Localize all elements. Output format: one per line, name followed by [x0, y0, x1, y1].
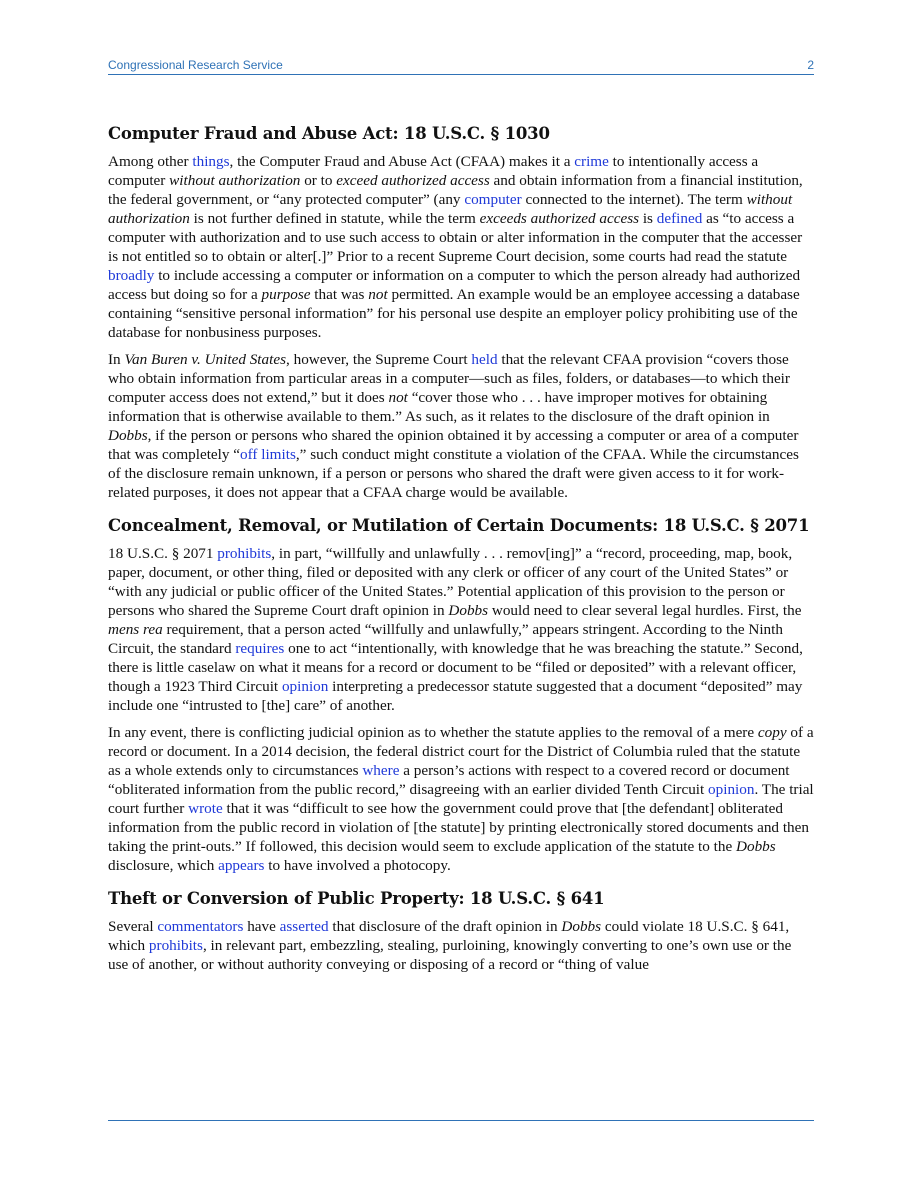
hyperlink[interactable]: appears: [218, 857, 265, 874]
paragraph: [108, 723, 814, 875]
hyperlink[interactable]: prohibits: [217, 545, 272, 562]
hyperlink[interactable]: opinion: [281, 678, 329, 695]
hyperlink[interactable]: computer: [464, 191, 522, 208]
text-run: to intentionally access a computer: [108, 153, 759, 189]
italic-text: not: [368, 286, 388, 303]
italic-text: not: [388, 389, 408, 406]
paragraph: [108, 917, 814, 974]
italic-text: without authorization: [169, 172, 301, 189]
hyperlink[interactable]: prohibits: [148, 937, 203, 954]
text-run: one to act “intentionally, with knowledge that he was breaching the statute.” Second, there is little caselaw on what it means for a record or document to be “filed or deposited” with a relevant officer, though a 1923 Third Circuit: [108, 640, 803, 695]
paragraph: [108, 544, 814, 715]
text-run: interpreting a predecessor statute suggested that a document “deposited” may include one “intrusted to [the] care” of another.: [108, 678, 803, 714]
text-run: In: [108, 351, 125, 368]
italic-text: without authorization: [108, 191, 793, 227]
text-run: and obtain information from a financial institution, the federal government, or “any protected computer” (any: [108, 172, 803, 208]
text-run: that disclosure of the draft opinion in: [328, 918, 562, 935]
text-run: would need to clear several legal hurdles. First, the: [488, 602, 802, 619]
text-run: . The trial court further: [108, 781, 814, 817]
text-run: that the relevant CFAA provision “covers those who obtain information from particular areas in a computer—such as files, folders, or databases—to which their computer access does not extend,” but it does: [108, 351, 790, 406]
italic-text: Dobbs: [561, 918, 602, 935]
text-run: or to: [300, 172, 337, 189]
section-heading: Concealment, Removal, or Mutilation of Certain Documents: 18 U.S.C. § 2071: [108, 516, 810, 535]
section: [108, 889, 814, 974]
footer-rule: [108, 1120, 814, 1121]
text-run: disclosure, which: [108, 857, 219, 874]
hyperlink[interactable]: defined: [656, 210, 703, 227]
italic-text: Dobbs: [448, 602, 489, 619]
text-run: , the Computer Fraud and Abuse Act (CFAA) makes it a: [229, 153, 575, 170]
italic-text: copy: [757, 724, 787, 741]
text-run: of a record or document. In a 2014 decision, the federal district court for the District of Columbia ruled that the statute as a whole extends only to circumstances: [108, 724, 814, 779]
text-run: have: [243, 918, 280, 935]
text-run: connected to the internet). The term: [521, 191, 747, 208]
text-run: to have involved a photocopy.: [264, 857, 451, 874]
section-heading: Theft or Conversion of Public Property: 18 U.S.C. § 641: [108, 889, 605, 908]
hyperlink[interactable]: off limits: [240, 446, 296, 463]
italic-text: mens rea: [108, 621, 163, 638]
italic-text: exceed authorized access: [336, 172, 490, 189]
section: [108, 124, 814, 502]
hyperlink[interactable]: opinion: [708, 781, 755, 798]
document-body: [108, 124, 814, 988]
text-run: is: [639, 210, 657, 227]
hyperlink[interactable]: wrote: [188, 800, 223, 817]
hyperlink[interactable]: broadly: [108, 267, 155, 284]
italic-text: exceeds authorized access: [479, 210, 640, 227]
text-run: , in relevant part, embezzling, stealing, purloining, knowingly converting to one’s own use or the use of another, or without authority conveying or disposing of a record or “thing of value: [108, 937, 792, 973]
text-run: permitted. An example would be an employee accessing a database containing “sensitive personal information” for his personal use despite an employer policy prohibiting use of the database for nonbusiness purposes.: [108, 286, 800, 341]
italic-text: Van Buren v. United States: [124, 351, 286, 368]
paragraph: [108, 350, 814, 502]
text-run: to include accessing a computer or information on a computer to which the person already had authorized access but doing so for a: [108, 267, 801, 303]
text-run: ,” such conduct might constitute a violation of the CFAA. While the circumstances of the disclosure remain unknown, if a person or persons who shared the draft were given access to it for work-related purposes, it does not appear that a CFAA charge would be available.: [108, 446, 799, 501]
text-run: a person’s actions with respect to a covered record or document “obliterated information from the public record,” disagreeing with an earlier divided Tenth Circuit: [108, 762, 790, 798]
text-run: requirement, that a person acted “willfully and unlawfully,” appears stringent. According to the Ninth Circuit, the standard: [108, 621, 783, 657]
text-run: as “to access a computer with authorization and to use such access to obtain or alter information in the computer that the accesser is not entitled so to obtain or alter[.]” Prior to a recent Supreme Court decision, some courts had read the statute: [108, 210, 803, 265]
text-run: that was: [310, 286, 369, 303]
page-header: [108, 58, 814, 75]
text-run: could violate 18 U.S.C. § 641, which: [108, 918, 790, 954]
text-run: is not further defined in statute, while the term: [189, 210, 480, 227]
italic-text: Dobbs: [108, 427, 148, 444]
text-run: “cover those who . . . have improper motives for obtaining information that is otherwise available to them.” As such, as it relates to the disclosure of the draft opinion in: [108, 389, 770, 425]
italic-text: purpose: [261, 286, 311, 303]
page-number: 2: [807, 58, 814, 72]
italic-text: Dobbs: [736, 838, 776, 855]
text-run: Several: [108, 918, 158, 935]
text-run: that it was “difficult to see how the government could prove that [the defendant] obliterated information from the public record in violation of [the statute] by printing electronically stored documents and then taking the print-outs.” If followed, this decision would seem to exclude application of the statute to the: [108, 800, 809, 855]
hyperlink[interactable]: requires: [235, 640, 285, 657]
text-run: In any event, there is conflicting judicial opinion as to whether the statute applies to the removal of a mere: [108, 724, 758, 741]
hyperlink[interactable]: where: [362, 762, 400, 779]
hyperlink[interactable]: crime: [574, 153, 609, 170]
hyperlink[interactable]: asserted: [279, 918, 329, 935]
hyperlink[interactable]: things: [192, 153, 230, 170]
paragraph: [108, 152, 814, 342]
text-run: 18 U.S.C. § 2071: [108, 545, 218, 562]
section: [108, 516, 814, 875]
text-run: , if the person or persons who shared the opinion obtained it by accessing a computer or area of a computer that was completely “: [108, 427, 799, 463]
hyperlink[interactable]: commentators: [157, 918, 244, 935]
text-run: , however, the Supreme Court: [286, 351, 472, 368]
header-source: Congressional Research Service: [108, 58, 283, 72]
section-heading: Computer Fraud and Abuse Act: 18 U.S.C. § 1030: [108, 124, 550, 143]
text-run: , in part, “willfully and unlawfully . . . remov[ing]” a “record, proceeding, map, book, paper, document, or other thing, filed or deposited with any clerk or officer of any court of the United States” or “with any judicial or public officer of the United States.” Potential application of this provision to the person or persons who shared the Supreme Court draft opinion in: [108, 545, 793, 619]
hyperlink[interactable]: held: [471, 351, 498, 368]
text-run: Among other: [108, 153, 193, 170]
